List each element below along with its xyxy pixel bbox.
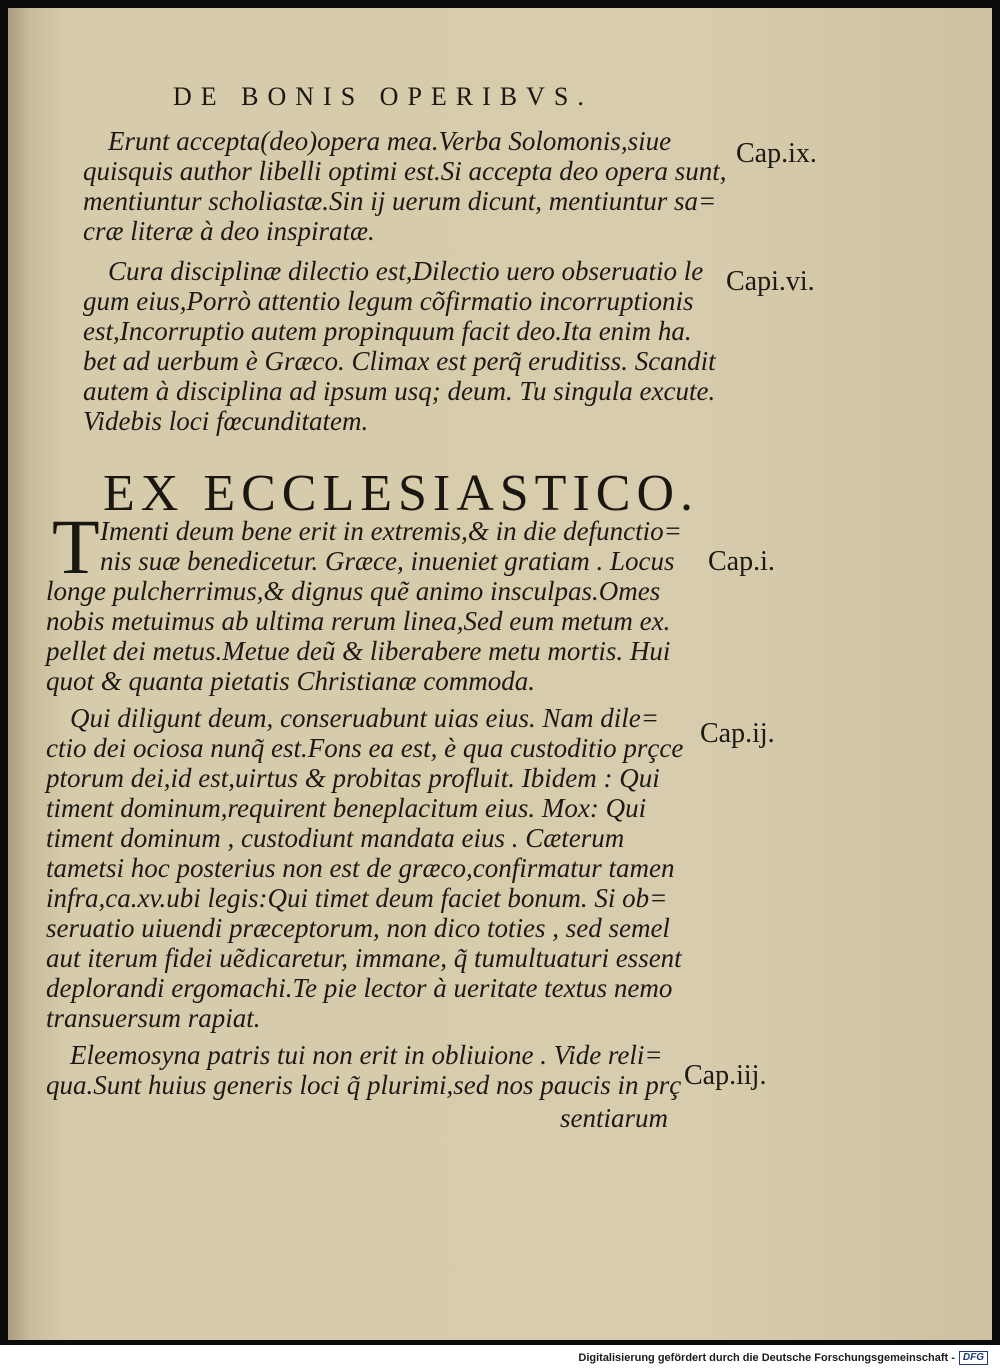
margin-note: Cap.ix.	[736, 138, 817, 169]
text-line: nis suæ benedicetur. Græce, inueniet gratiam . Locus	[100, 546, 675, 576]
margin-note: Cap.iij.	[684, 1060, 767, 1091]
text-line: Videbis loci fœcunditatem.	[83, 406, 369, 436]
text-line: cræ literæ à deo inspiratæ.	[83, 216, 375, 246]
text-line: longe pulcherrimus,& dignus quẽ animo insculpas.Omes	[46, 576, 661, 606]
text-line: ctio dei ociosa nunq̃ est.Fons ea est, è qua custoditio prçce	[46, 733, 684, 763]
digitization-credit	[578, 1351, 988, 1365]
text-line: bet ad uerbum è Græco. Climax est perq̃ eruditiss. Scandit	[83, 346, 716, 376]
margin-note: Capi.vi.	[726, 266, 815, 297]
text-line: gum eius,Porrò attentio legum cõfirmatio incorruptionis	[83, 286, 694, 316]
book-page	[8, 8, 992, 1340]
text-line: sentiarum	[560, 1103, 668, 1133]
text-line: infra,ca.xv.ubi legis:Qui timet deum faciet bonum. Si ob=	[46, 883, 668, 913]
text-line: timent dominum , custodiunt mandata eius . Cæterum	[46, 823, 625, 853]
margin-note: Cap.i.	[708, 546, 775, 577]
text-line: aut iterum fidei uẽdicaretur, immane, q̃ tumultuaturi essent	[46, 943, 682, 973]
text-line: Imenti deum bene erit in extremis,& in die defunctio=	[100, 516, 682, 546]
text-line: qua.Sunt huius generis loci q̃ plurimi,sed nos paucis in prç	[46, 1070, 682, 1100]
text-line: nobis metuimus ab ultima rerum linea,Sed eum metum ex.	[46, 606, 671, 636]
text-line: ptorum dei,id est,uirtus & probitas profluit. Ibidem : Qui	[46, 763, 660, 793]
initial-letter: T	[52, 503, 100, 590]
text-line: Cura disciplinæ dilectio est,Dilectio uero obseruatio le	[108, 256, 704, 286]
text-line: Erunt accepta(deo)opera mea.Verba Solomonis,siue	[108, 126, 672, 156]
page-text	[8, 8, 992, 1340]
text-line: quisquis author libelli optimi est.Si accepta deo opera sunt,	[83, 156, 727, 186]
text-line: quot & quanta pietatis Christianæ commoda.	[46, 666, 536, 696]
text-line: est,Incorruptio autem propinquum facit deo.Ita enim ha.	[83, 316, 692, 346]
dfg-logo: DFG	[959, 1351, 988, 1365]
text-line: timent dominum,requirent beneplacitum eius. Mox: Qui	[46, 793, 647, 823]
margin-note: Cap.ij.	[700, 718, 775, 749]
running-head: DE BONIS OPERIBVS.	[173, 82, 593, 111]
footer-text: Digitalisierung gefördert durch die Deutsche Forschungsgemeinschaft -	[578, 1352, 955, 1364]
text-line: deplorandi ergomachi.Te pie lector à ueritate textus nemo	[46, 973, 673, 1003]
section-heading: EX ECCLESIASTICO.	[103, 465, 699, 522]
text-line: Qui diligunt deum, conseruabunt uias eius. Nam dile=	[70, 703, 659, 733]
text-line: mentiuntur scholiastæ.Sin ij uerum dicunt, mentiuntur sa=	[83, 186, 717, 216]
text-line: Eleemosyna patris tui non erit in obliuione . Vide reli=	[70, 1040, 663, 1070]
text-line: tametsi hoc posterius non est de græco,confirmatur tamen	[46, 853, 675, 883]
text-line: pellet dei metus.Metue deũ & liberabere metu mortis. Hui	[46, 636, 671, 666]
text-line: autem à disciplina ad ipsum usq; deum. Tu singula excute.	[83, 376, 716, 406]
text-line: transuersum rapiat.	[46, 1003, 261, 1033]
text-line: seruatio uiuendi præceptorum, non dico toties , sed semel	[46, 913, 670, 943]
